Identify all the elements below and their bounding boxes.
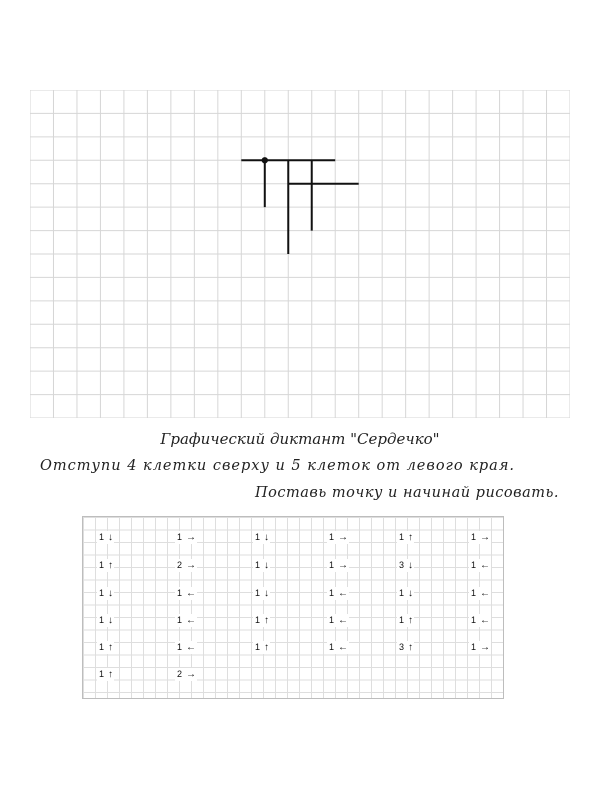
step-count: 1 bbox=[98, 669, 104, 679]
step-arrow-icon: ← bbox=[480, 615, 490, 626]
step-arrow-icon: ← bbox=[186, 615, 196, 626]
step-arrow-icon: ↑ bbox=[108, 560, 113, 571]
step-arrow-icon: ↓ bbox=[264, 588, 269, 599]
dictation-step bbox=[327, 587, 349, 600]
step-arrow-icon: → bbox=[338, 532, 348, 543]
step-count: 1 bbox=[328, 588, 334, 598]
step-arrow-icon: ↓ bbox=[108, 615, 113, 626]
dictation-step bbox=[397, 587, 414, 600]
step-count: 1 bbox=[98, 615, 104, 625]
dictation-step bbox=[469, 587, 491, 600]
dictation-step bbox=[327, 641, 349, 654]
step-count: 1 bbox=[470, 560, 476, 570]
step-count: 2 bbox=[176, 560, 182, 570]
step-count: 1 bbox=[176, 615, 182, 625]
dictation-step bbox=[175, 614, 197, 627]
dictation-step bbox=[97, 668, 114, 681]
step-arrow-icon: ↑ bbox=[408, 615, 413, 626]
step-arrow-icon: → bbox=[186, 532, 196, 543]
dictation-step bbox=[327, 559, 349, 572]
dictation-step bbox=[253, 641, 270, 654]
dictation-step bbox=[97, 641, 114, 654]
dictation-step bbox=[175, 587, 197, 600]
dictation-step bbox=[97, 587, 114, 600]
dictation-step bbox=[253, 587, 270, 600]
step-count: 1 bbox=[176, 532, 182, 542]
drawing-grid bbox=[30, 90, 570, 418]
dictation-step bbox=[175, 668, 197, 681]
step-count: 1 bbox=[176, 642, 182, 652]
dictation-step bbox=[97, 614, 114, 627]
dictation-step bbox=[175, 559, 197, 572]
step-count: 1 bbox=[328, 642, 334, 652]
step-arrow-icon: ↑ bbox=[108, 669, 113, 680]
step-count: 1 bbox=[98, 588, 104, 598]
step-arrow-icon: ↓ bbox=[264, 560, 269, 571]
step-arrow-icon: ↓ bbox=[408, 588, 413, 599]
dictation-step bbox=[97, 531, 114, 544]
step-arrow-icon: → bbox=[338, 560, 348, 571]
step-count: 1 bbox=[176, 588, 182, 598]
dictation-step bbox=[253, 531, 270, 544]
dictation-step bbox=[253, 559, 270, 572]
step-count: 3 bbox=[398, 560, 404, 570]
step-arrow-icon: ← bbox=[338, 615, 348, 626]
step-arrow-icon: ← bbox=[186, 642, 196, 653]
step-count: 1 bbox=[470, 615, 476, 625]
dictation-step bbox=[397, 641, 414, 654]
step-arrow-icon: ↑ bbox=[264, 615, 269, 626]
step-count: 2 bbox=[176, 669, 182, 679]
step-count: 1 bbox=[470, 532, 476, 542]
dictation-step bbox=[469, 559, 491, 572]
step-count: 1 bbox=[254, 532, 260, 542]
step-arrow-icon: ← bbox=[338, 642, 348, 653]
step-arrow-icon: ↓ bbox=[408, 560, 413, 571]
dictation-step bbox=[469, 614, 491, 627]
page-title: Графический диктант "Сердечко" bbox=[160, 430, 440, 448]
step-count: 1 bbox=[470, 588, 476, 598]
step-arrow-icon: ← bbox=[480, 560, 490, 571]
dictation-step bbox=[397, 614, 414, 627]
step-arrow-icon: ↑ bbox=[408, 642, 413, 653]
step-arrow-icon: → bbox=[480, 532, 490, 543]
step-count: 1 bbox=[98, 642, 104, 652]
step-count: 1 bbox=[98, 560, 104, 570]
step-arrow-icon: ↑ bbox=[408, 532, 413, 543]
dictation-step bbox=[97, 559, 114, 572]
step-count: 1 bbox=[328, 560, 334, 570]
step-count: 1 bbox=[98, 532, 104, 542]
step-count: 1 bbox=[470, 642, 476, 652]
step-arrow-icon: ← bbox=[480, 588, 490, 599]
instruction-line-2: Поставь точку и начинай рисовать. bbox=[255, 485, 559, 501]
step-count: 1 bbox=[398, 615, 404, 625]
step-count: 1 bbox=[328, 532, 334, 542]
instruction-line-1: Отступи 4 клетки сверху и 5 клеток от левого края. bbox=[40, 458, 516, 474]
dictation-step bbox=[175, 531, 197, 544]
step-count: 1 bbox=[254, 642, 260, 652]
dictation-step bbox=[327, 531, 349, 544]
step-arrow-icon: ↓ bbox=[264, 532, 269, 543]
dictation-step bbox=[397, 559, 414, 572]
step-arrow-icon: → bbox=[186, 560, 196, 571]
step-arrow-icon: ↓ bbox=[108, 588, 113, 599]
step-arrow-icon: ↑ bbox=[108, 642, 113, 653]
step-arrow-icon: → bbox=[480, 642, 490, 653]
grid-lines bbox=[30, 90, 570, 418]
dictation-step bbox=[469, 531, 491, 544]
start-point bbox=[262, 157, 268, 163]
step-count: 1 bbox=[254, 560, 260, 570]
step-arrow-icon: ← bbox=[186, 588, 196, 599]
step-count: 1 bbox=[328, 615, 334, 625]
step-count: 1 bbox=[398, 588, 404, 598]
step-arrow-icon: ↓ bbox=[108, 532, 113, 543]
step-arrow-icon: ↑ bbox=[264, 642, 269, 653]
step-count: 1 bbox=[254, 588, 260, 598]
dictation-step bbox=[327, 614, 349, 627]
dictation-step bbox=[175, 641, 197, 654]
dictation-step bbox=[397, 531, 414, 544]
dictation-step bbox=[253, 614, 270, 627]
step-arrow-icon: → bbox=[186, 669, 196, 680]
dictation-table bbox=[82, 516, 504, 699]
step-count: 3 bbox=[398, 642, 404, 652]
step-count: 1 bbox=[398, 532, 404, 542]
dictation-step bbox=[469, 641, 491, 654]
step-count: 1 bbox=[254, 615, 260, 625]
step-arrow-icon: ← bbox=[338, 588, 348, 599]
